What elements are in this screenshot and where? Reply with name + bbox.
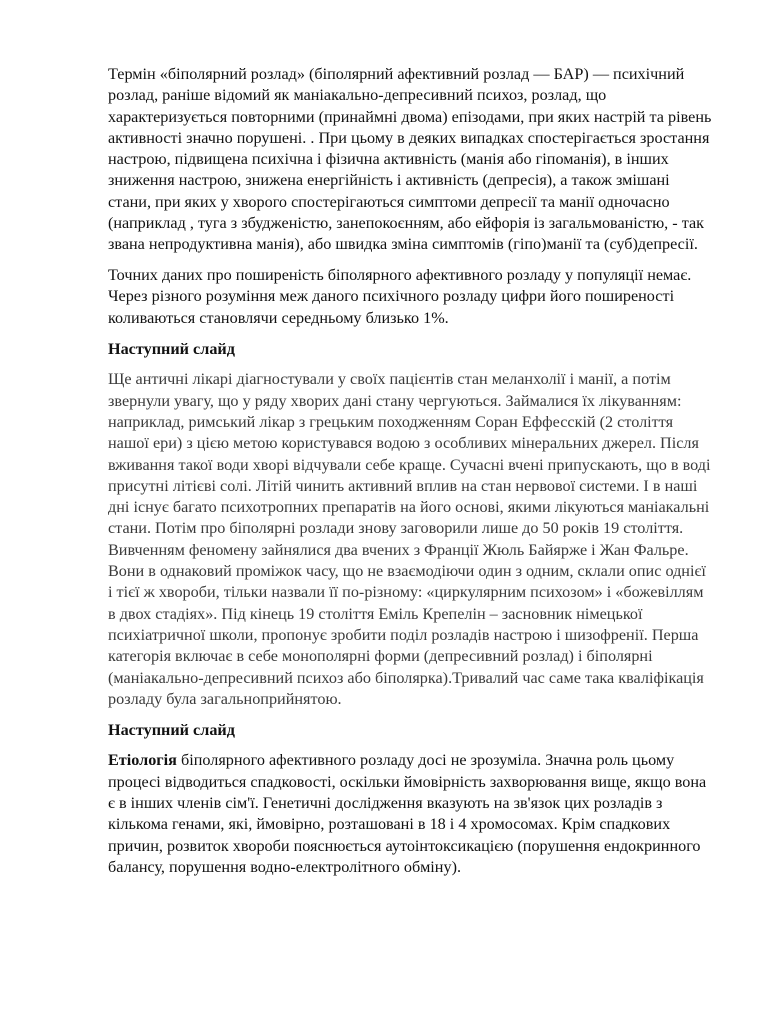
- document-page: [108, 64, 714, 888]
- etiology-term: Етіологія: [108, 751, 177, 770]
- paragraph-history: Ще античні лікарі діагностували у своїх пацієнтів стан меланхолії і манії, а потім звернули увагу, що у ряду хворих дані стану чергуються. Займалися їх лікуванням: наприклад, римський лікар з грецьким походженням Соран Еффесскій (2 століття нашої ери) з цією метою користувався водою з особливих мінеральних джерел. Після вживання такої води хворі відчували себе краще. Сучасні вчені припускають, що в воді присутні літієві солі. Літій чинить активний вплив на стан нервової системи. І в наші дні існує багато психотропних препаратів на його основі, якими лікуються маніакальні стани. Потім про біполярні розлади знову заговорили лише до 50 років 19 століття. Вивченням феномену зайнялися два вчених з Франції Жюль Байярже і Жан Фальре. Вони в однаковий проміжок часу, що не взаємодіючи один з одним, склали опис однієї і тієї ж хвороби, тільки назвали її по-різному: «циркулярним психозом» і «божевіллям в двох стадіях». Під кінець 19 століття Еміль Крепелін – засновник німецької психіатричної школи, пропонує зробити поділ розладів настрою і шизофренії. Перша категорія включає в себе монополярні форми (депресивний розлад) і біполярні (маніакально-депресивний психоз або біполярка).Тривалий час саме така кваліфікація розладу була загальноприйнятою.: [108, 370, 711, 708]
- paragraph-etiology: [108, 750, 714, 878]
- section-heading-next-slide-2: Наступний слайд: [108, 720, 235, 739]
- paragraph-bipolar-definition: Термін «біполярний розлад» (біполярний афективний розлад — БАР) — психічний розлад, раніше відомий як маніакально-депресивний психоз, розлад, що характеризується повторними (принаймні двома) епізодами, при яких настрій та рівень активності значно порушені. . При цьому в деяких випадках спостерігається зростання настрою, підвищена психічна і фізична активність (манія або гіпоманія), в інших зниження настрою, знижена енергійність і активність (депресія), а також змішані стани, при яких у хворого спостерігаються симптоми депресії та манії одночасно (наприклад , туга з збудженістю, занепокоєнням, або ейфорія із загальмованістю, - так звана непродуктивна манія), або швидка зміна симптомів (гіпо)манії та (суб)депресії.: [108, 65, 712, 254]
- section-heading-next-slide-1: Наступний слайд: [108, 339, 235, 358]
- etiology-text: біполярного афективного розладу досі не зрозуміла. Значна роль цьому процесі відводиться спадковості, оскільки ймовірність захворювання вище, якщо вона є в інших членів сім'ї. Генетичні дослідження вказують на зв'язок цих розладів з кількома генами, які, ймовірно, розташовані в 18 і 4 хромосомах. Крім спадкових причин, розвиток хвороби пояснюється аутоінтоксикацією (порушення ендокринного балансу, порушення водно-електролітного обміну).: [108, 751, 707, 876]
- paragraph-prevalence: Точних даних про поширеність біполярного афективного розладу у популяції немає. Через різного розуміння меж даного психічного розладу цифри його поширеності коливаються становлячи середньому близько 1%.: [108, 266, 692, 327]
